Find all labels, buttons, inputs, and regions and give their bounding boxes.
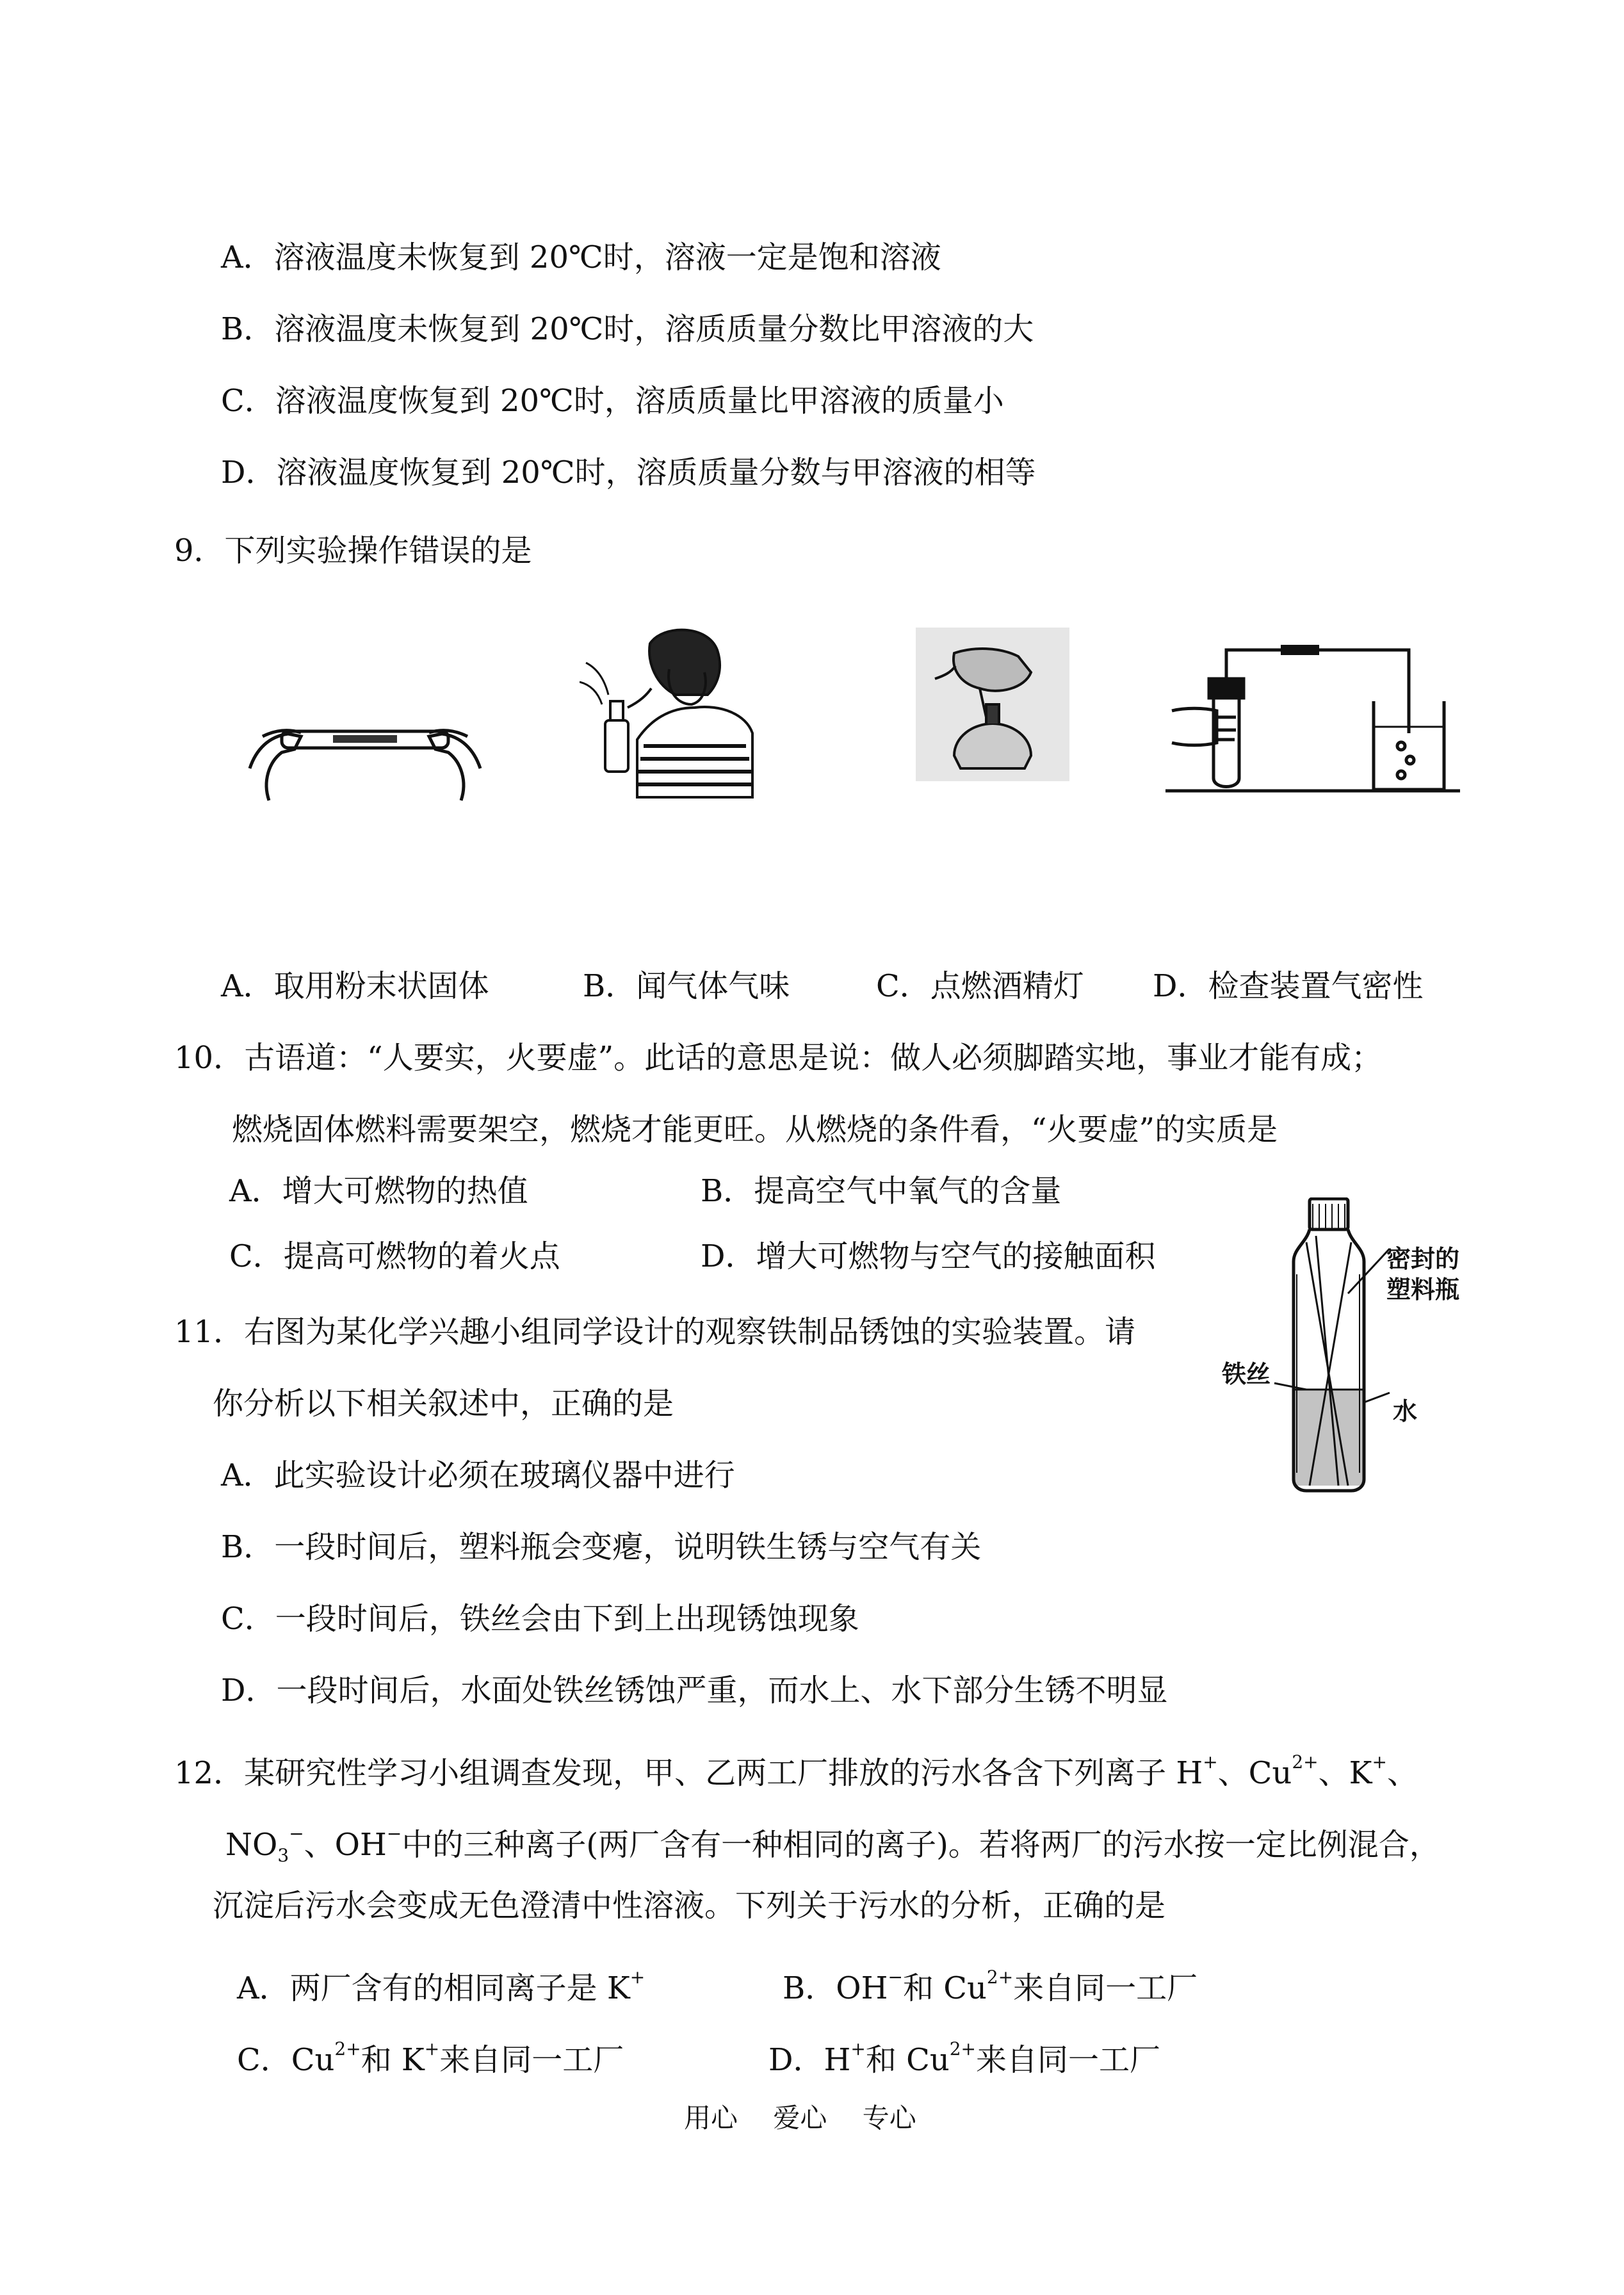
- bottle-label-line1: 密封的: [1386, 1245, 1460, 1273]
- q11-stem-line1: 11．右图为某化学兴趣小组同学设计的观察铁制品锈蚀的实验装置。请: [174, 1314, 1136, 1350]
- q9-stem: 9．下列实验操作错误的是: [174, 533, 532, 569]
- q11-option-d: D．一段时间后，水面处铁丝锈蚀严重，而水上、水下部分生锈不明显: [221, 1673, 1168, 1708]
- q11-option-a: A．此实验设计必须在玻璃仪器中进行: [221, 1457, 735, 1493]
- no3-sub: 3: [277, 1845, 289, 1866]
- airtightness-figure: [1159, 637, 1466, 797]
- q12-stem2-text-b: 、OH: [304, 1827, 387, 1863]
- k-plus-sup: +: [1372, 1751, 1387, 1772]
- q12-option-c-text-b: 和 K: [361, 2042, 425, 2078]
- q12-option-a-text: A．两厂含有的相同离子是 K: [237, 1970, 630, 2006]
- bottle-label-line2: 塑料瓶: [1386, 1276, 1460, 1304]
- q12-option-c-text-a: C．Cu: [237, 2042, 335, 2078]
- q12-option-b-oh-sup: −: [888, 1967, 903, 1988]
- q9-option-c: C．点燃酒精灯: [876, 968, 1084, 1004]
- page-footer: 用心 爱心 专心: [684, 2102, 916, 2134]
- q8-option-b: B．溶液温度未恢复到 20℃时，溶质质量分数比甲溶液的大: [221, 311, 1034, 347]
- q8-option-d: D．溶液温度恢复到 20℃时，溶质质量分数与甲溶液的相等: [221, 455, 1036, 491]
- smell-gas-figure: [580, 624, 759, 804]
- q12-stem-line2: [225, 1815, 1440, 1875]
- h-plus-sup: +: [1203, 1751, 1218, 1772]
- q12-option-b-text-b: 和 Cu: [902, 1970, 987, 2006]
- q10-option-b: B．提高空气中氧气的含量: [701, 1173, 1062, 1209]
- q12-option-d-h-sup: +: [850, 2038, 866, 2059]
- powder-solid-figure: [243, 692, 487, 807]
- q12-option-d-text-c: 来自同一工厂: [976, 2042, 1161, 2078]
- q11-option-c: C．一段时间后，铁丝会由下到上出现锈蚀现象: [221, 1601, 859, 1637]
- q12-stem2-text-a: NO: [225, 1827, 278, 1863]
- q10-option-a: A．增大可燃物的热值: [229, 1173, 528, 1209]
- q12-option-d-cu-sup: 2+: [949, 2038, 977, 2059]
- q8-option-c: C．溶液温度恢复到 20℃时，溶质质量比甲溶液的质量小: [221, 383, 1004, 419]
- q9-option-b: B．闻气体气味: [583, 968, 790, 1004]
- q12-option-a-k-sup: +: [629, 1967, 646, 1988]
- q9-option-d: D．检查装置气密性: [1153, 968, 1424, 1004]
- q10-option-c: C．提高可燃物的着火点: [229, 1238, 560, 1274]
- q12-option-c-k-sup: +: [424, 2038, 440, 2059]
- q12-stem1-text-d: 、: [1386, 1755, 1418, 1791]
- q10-option-d: D．增大可燃物与空气的接触面积: [701, 1238, 1156, 1274]
- cu-2plus-sup: 2+: [1292, 1751, 1319, 1772]
- q12-stem-line1: [174, 1743, 1418, 1792]
- q12-option-c-text-c: 来自同一工厂: [439, 2042, 624, 2078]
- q12-stem-line3: 沉淀后污水会变成无色澄清中性溶液。下列关于污水的分析，正确的是: [213, 1888, 1166, 1924]
- q12-stem1-text-b: 、Cu: [1217, 1755, 1292, 1791]
- q8-option-a: A．溶液温度未恢复到 20℃时，溶液一定是饱和溶液: [221, 239, 941, 275]
- q12-option-c-cu-sup: 2+: [334, 2038, 361, 2059]
- q12-option-c: [237, 2030, 624, 2079]
- q12-stem1-text-a: 12．某研究性学习小组调查发现，甲、乙两工厂排放的污水各含下列离子 H: [174, 1755, 1203, 1791]
- q12-option-b-text-a: B．OH: [783, 1970, 888, 2006]
- iron-wire-label: 铁丝: [1222, 1360, 1271, 1388]
- q11-option-b: B．一段时间后，塑料瓶会变瘪，说明铁生锈与空气有关: [221, 1529, 982, 1565]
- q12-option-b-text-c: 来自同一工厂: [1013, 1970, 1198, 2006]
- q12-option-b-cu-sup: 2+: [986, 1967, 1014, 1988]
- q12-option-d-text-b: 和 Cu: [865, 2042, 950, 2078]
- q10-stem-line1: 10．古语道：“人要实，火要虚”。此话的意思是说：做人必须脚踏实地，事业才能有成；: [174, 1040, 1383, 1076]
- alcohol-lamp-figure: [916, 628, 1069, 781]
- q11-stem-line2: 你分析以下相关叙述中，正确的是: [213, 1386, 674, 1422]
- q12-stem1-text-c: 、K: [1318, 1755, 1372, 1791]
- q10-stem-line2: 燃烧固体燃料需要架空，燃烧才能更旺。从燃烧的条件看，“火要虚”的实质是: [232, 1112, 1278, 1148]
- water-label: 水: [1393, 1397, 1418, 1425]
- no3-minus-sup: −: [289, 1823, 304, 1844]
- q9-option-a: A．取用粉末状固体: [221, 968, 489, 1004]
- q12-option-d-text-a: D．H: [768, 2042, 851, 2078]
- q12-option-b: [783, 1958, 1198, 2007]
- q12-stem2-text-c: 中的三种离子(两厂含有一种相同的离子)。若将两厂的污水按一定比例混合，: [402, 1827, 1440, 1863]
- q12-option-d: [768, 2030, 1160, 2079]
- oh-minus-sup: −: [386, 1823, 402, 1844]
- q12-option-a: [237, 1958, 645, 2007]
